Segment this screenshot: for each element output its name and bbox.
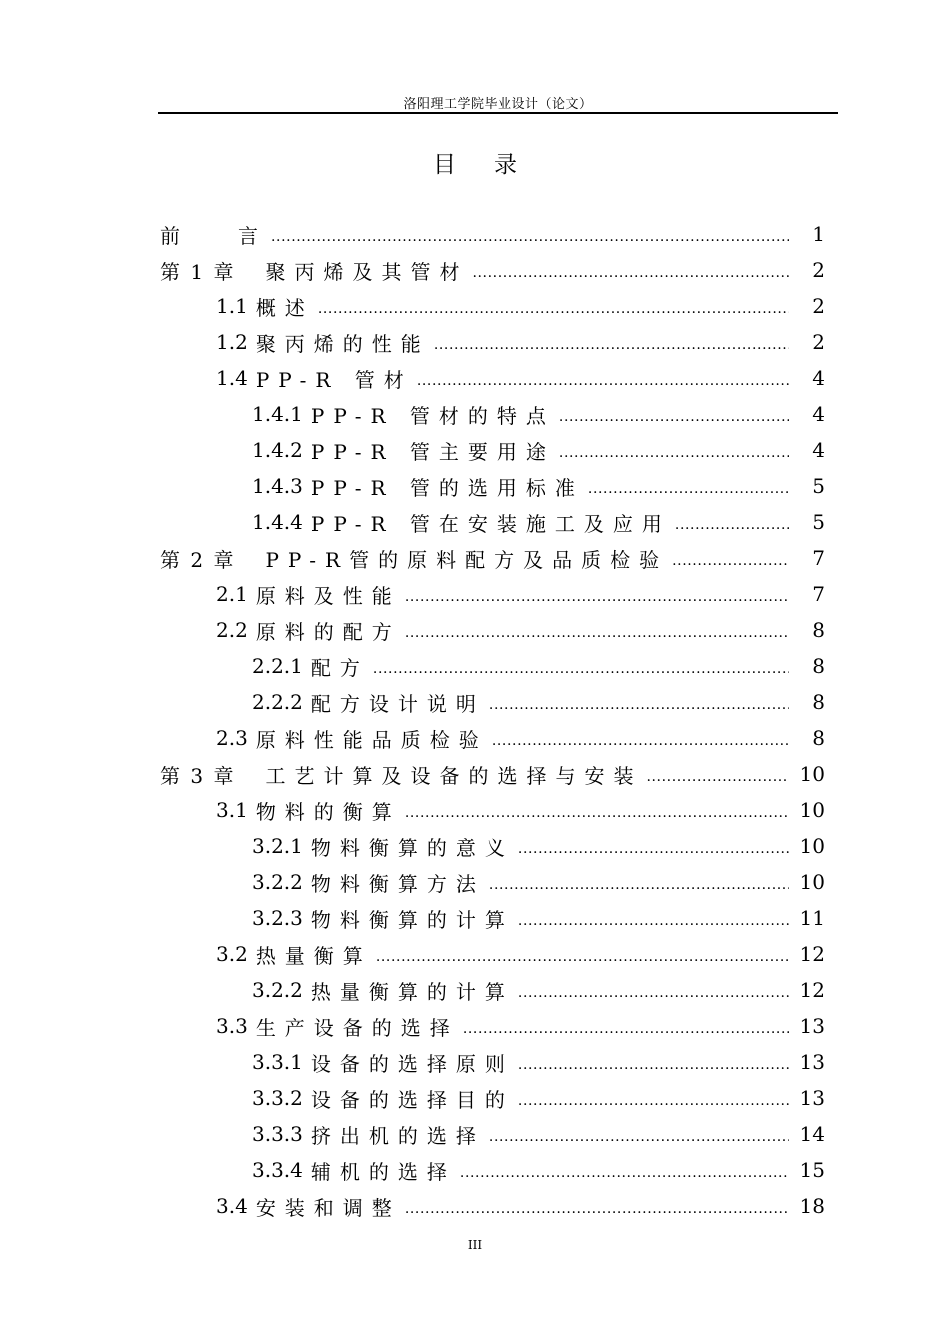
- toc-entry[interactable]: [160, 432, 835, 468]
- toc-entry-page: 10: [799, 762, 825, 786]
- toc-leader-dots: [518, 1052, 789, 1072]
- toc-entry-label: PP-R 管的选用标准: [310, 475, 584, 500]
- toc-entry-number: 1.4.2: [252, 438, 303, 462]
- toc-entry-page: 2: [812, 294, 825, 318]
- toc-entry-number: 1.4.3: [252, 474, 303, 498]
- toc-entry-label: 原料性能品质检验: [255, 727, 488, 752]
- toc-entry-label: 热量衡算: [255, 943, 372, 968]
- toc-leader-dots: [271, 224, 789, 244]
- toc-entry[interactable]: [160, 900, 835, 936]
- toc-entry[interactable]: [160, 360, 835, 396]
- toc-entry-page: 8: [812, 654, 825, 678]
- toc-entry[interactable]: [160, 936, 835, 972]
- header-rule: [158, 112, 838, 114]
- toc-entry-number: 3.4: [216, 1194, 248, 1218]
- toc-leader-dots: [318, 296, 789, 316]
- toc-entry-page: 10: [799, 870, 825, 894]
- toc-leader-dots: [489, 872, 789, 892]
- toc-entry-page: 12: [799, 978, 825, 1002]
- toc-entry-number: 2.3: [216, 726, 248, 750]
- toc-entry-page: 13: [799, 1050, 825, 1074]
- toc-entry-label: PP-R 管材: [255, 367, 413, 392]
- toc-entry-label: 配方: [310, 655, 369, 680]
- toc-entry[interactable]: [160, 576, 835, 612]
- toc-leader-dots: [518, 980, 789, 1000]
- toc-entry-page: 14: [799, 1122, 825, 1146]
- toc-entry-page: 4: [812, 438, 825, 462]
- toc-entry-page: 13: [799, 1014, 825, 1038]
- toc-entry-page: 7: [812, 546, 825, 570]
- toc-entry[interactable]: [160, 288, 835, 324]
- toc-entry[interactable]: [160, 1080, 835, 1116]
- toc-entry-label: PP-R管的原料配方及品质检验: [265, 547, 669, 572]
- toc-entry-page: 13: [799, 1086, 825, 1110]
- toc-entry[interactable]: [160, 1116, 835, 1152]
- toc-entry-number: 3.3.4: [252, 1158, 303, 1182]
- toc-leader-dots: [672, 548, 789, 568]
- toc-entry-page: 10: [799, 834, 825, 858]
- toc-entry-label: 设备的选择原则: [310, 1051, 514, 1076]
- toc-entry[interactable]: [160, 612, 835, 648]
- toc-entry[interactable]: [160, 1152, 835, 1188]
- toc-entry-label: 热量衡算的计算: [310, 979, 514, 1004]
- toc-entry-label: 工艺计算及设备的选择与安装: [265, 763, 643, 788]
- toc-leader-dots: [492, 728, 789, 748]
- toc-entry-number: 前: [160, 223, 182, 248]
- toc-entry-page: 15: [799, 1158, 825, 1182]
- toc-leader-dots: [463, 1016, 789, 1036]
- toc-entry[interactable]: [160, 648, 835, 684]
- toc-leader-dots: [518, 1088, 789, 1108]
- toc-leader-dots: [559, 404, 789, 424]
- toc-leader-dots: [405, 584, 789, 604]
- toc-entry-page: 1: [812, 222, 825, 246]
- toc-entry-number: 3.3: [216, 1014, 248, 1038]
- toc-entry-number: 1.4: [216, 366, 248, 390]
- toc-entry[interactable]: [160, 1188, 835, 1224]
- toc-leader-dots: [460, 1160, 789, 1180]
- toc-entry-number: 2.1: [216, 582, 248, 606]
- page-number: III: [467, 1238, 483, 1252]
- toc-entry-label: 原料的配方: [255, 619, 401, 644]
- toc-entry[interactable]: [160, 1044, 835, 1080]
- toc-leader-dots: [373, 656, 789, 676]
- toc-entry-label: 物料衡算方法: [310, 871, 485, 896]
- toc-entry-number: 1.2: [216, 330, 248, 354]
- toc-entry-label: 聚丙烯及其管材: [265, 259, 469, 284]
- toc-entry-page: 5: [812, 474, 825, 498]
- toc-entry-number: 3.2.2: [252, 978, 303, 1002]
- toc-entry-page: 2: [812, 330, 825, 354]
- toc-leader-dots: [518, 908, 789, 928]
- toc-entry-number: 3.1: [216, 798, 248, 822]
- toc-entry-number: 2.2.1: [252, 654, 303, 678]
- toc-entry-label: 物料衡算的意义: [310, 835, 514, 860]
- toc-entry-number: 3.2: [216, 942, 248, 966]
- toc-entry-label: 言: [238, 223, 267, 248]
- toc-entry[interactable]: [160, 828, 835, 864]
- toc-entry-page: 18: [799, 1194, 825, 1218]
- toc-leader-dots: [472, 260, 789, 280]
- toc-leader-dots: [646, 764, 789, 784]
- toc-entry-label: 原料及性能: [255, 583, 401, 608]
- toc-entry-number: 3.3.3: [252, 1122, 303, 1146]
- toc-entry-label: 概述: [255, 295, 314, 320]
- toc-entry-label: 聚丙烯的性能: [255, 331, 430, 356]
- running-header: 洛阳理工学院毕业设计（论文）: [403, 97, 593, 112]
- toc-leader-dots: [417, 368, 789, 388]
- toc-entry[interactable]: [160, 792, 835, 828]
- toc-entry[interactable]: [160, 252, 835, 288]
- toc-leader-dots: [405, 1196, 789, 1216]
- toc-entry-number: 3.2.1: [252, 834, 303, 858]
- toc-leader-dots: [518, 836, 789, 856]
- toc-entry-page: 7: [812, 582, 825, 606]
- toc-entry[interactable]: [160, 324, 835, 360]
- toc-entry-label: 生产设备的选择: [255, 1015, 459, 1040]
- toc-entry-page: 8: [812, 690, 825, 714]
- toc-entry-label: PP-R 管在安装施工及应用: [310, 511, 671, 536]
- toc-entry-number: 3.3.2: [252, 1086, 303, 1110]
- toc-entry[interactable]: [160, 540, 835, 576]
- table-of-contents: [160, 216, 835, 1224]
- toc-leader-dots: [434, 332, 789, 352]
- toc-entry-page: 4: [812, 402, 825, 426]
- toc-entry-number: 第 2 章: [160, 547, 236, 572]
- toc-entry-page: 8: [812, 618, 825, 642]
- toc-entry-number: 1.4.4: [252, 510, 303, 534]
- toc-entry[interactable]: [160, 684, 835, 720]
- toc-entry-number: 2.2.2: [252, 690, 303, 714]
- toc-entry[interactable]: [160, 216, 835, 252]
- toc-entry-number: 1.4.1: [252, 402, 303, 426]
- toc-entry[interactable]: [160, 972, 835, 1008]
- toc-entry-page: 5: [812, 510, 825, 534]
- toc-entry-label: 挤出机的选择: [310, 1123, 485, 1148]
- toc-leader-dots: [376, 944, 789, 964]
- toc-entry-number: 3.2.2: [252, 870, 303, 894]
- toc-entry[interactable]: [160, 1008, 835, 1044]
- toc-leader-dots: [675, 512, 789, 532]
- toc-leader-dots: [559, 440, 789, 460]
- page-title: 目录: [433, 152, 555, 178]
- toc-entry-page: 10: [799, 798, 825, 822]
- toc-entry-page: 11: [799, 906, 825, 930]
- toc-entry[interactable]: [160, 720, 835, 756]
- toc-leader-dots: [588, 476, 789, 496]
- toc-entry-label: PP-R 管材的特点: [310, 403, 555, 428]
- toc-entry-label: PP-R 管主要用途: [310, 439, 555, 464]
- toc-entry-number: 1.1: [216, 294, 248, 318]
- toc-entry-page: 4: [812, 366, 825, 390]
- toc-entry-number: 3.3.1: [252, 1050, 303, 1074]
- toc-leader-dots: [489, 1124, 789, 1144]
- toc-entry-label: 配方设计说明: [310, 691, 485, 716]
- toc-entry[interactable]: [160, 864, 835, 900]
- toc-entry[interactable]: [160, 396, 835, 432]
- toc-entry-label: 设备的选择目的: [310, 1087, 514, 1112]
- toc-entry-label: 物料衡算的计算: [310, 907, 514, 932]
- toc-entry-page: 8: [812, 726, 825, 750]
- toc-entry-page: 12: [799, 942, 825, 966]
- toc-leader-dots: [489, 692, 789, 712]
- toc-entry-number: 3.2.3: [252, 906, 303, 930]
- toc-entry-page: 2: [812, 258, 825, 282]
- toc-entry-number: 第 3 章: [160, 763, 236, 788]
- toc-entry-number: 第 1 章: [160, 259, 236, 284]
- toc-entry-label: 物料的衡算: [255, 799, 401, 824]
- toc-entry-label: 安装和调整: [255, 1195, 401, 1220]
- toc-entry-number: 2.2: [216, 618, 248, 642]
- toc-leader-dots: [405, 620, 789, 640]
- toc-entry[interactable]: [160, 504, 835, 540]
- toc-entry[interactable]: [160, 756, 835, 792]
- toc-entry[interactable]: [160, 468, 835, 504]
- toc-entry-label: 辅机的选择: [310, 1159, 456, 1184]
- toc-leader-dots: [405, 800, 789, 820]
